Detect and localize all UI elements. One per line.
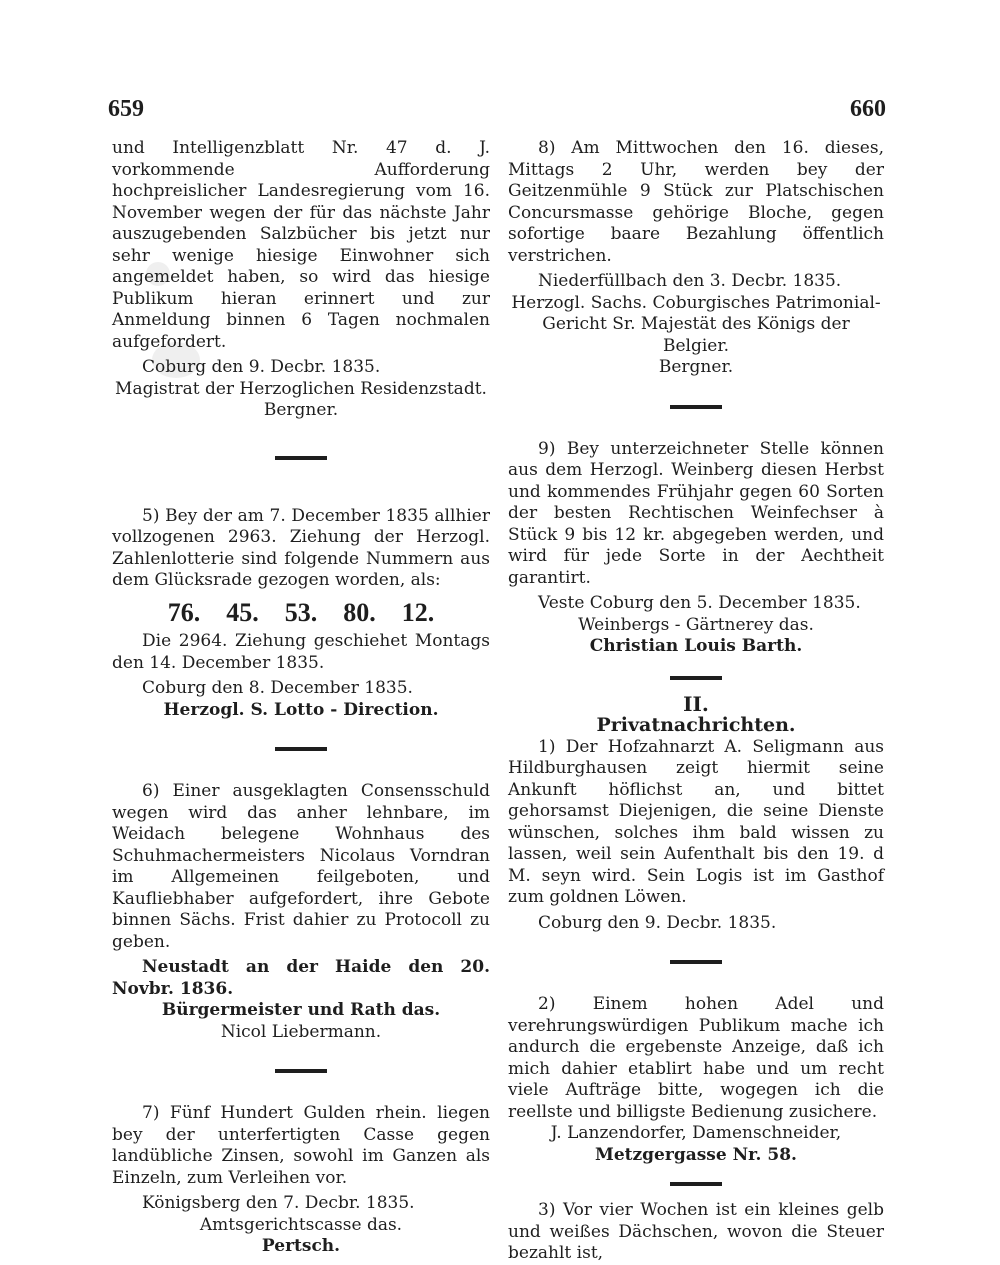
item6-text: 6) Einer ausgeklagten Consensschuld wegen wird das anher lehnbare, im Weidach belegene Wohnhaus des Schuhmachermeisters Nicolaus Vorndran im Allgemeinen feilgeboten, und Kaufliebhaber aufgefordert, ihre Gebote binnen Sächs. Frist dahier zu Protocoll zu geben. [112,781,490,952]
item7-signature-office: Amtsgerichtscasse das. [199,1214,403,1235]
separator-rule [670,405,722,409]
private-notice-2-signature: J. Lanzendorfer, Damenschneider, [550,1123,842,1143]
intro-notice-text: und Intelligenzblatt Nr. 47 d. J. vorkommende Aufforderung hochpreislicher Landesregierung vom 16. November wegen der für das nächste Jahr auszugebenden Salzbücher bis jetzt nur sehr wenige hiesige Einwohner sich angemeldet haben, so wird das hiesige Publikum hieran erinnert und zur Anmeldung binnen 6 Tagen nochmalen aufgefordert. [112,138,490,352]
item5-signature: Herzogl. S. Lotto - Direction. [163,699,439,720]
section-title: Privatnachrichten. [596,714,796,736]
intro-place-date: Coburg den 9. Decbr. 1835. [142,357,381,377]
page-number-right: 660 [850,96,886,122]
separator-rule [275,747,327,751]
item8-signature-name: Bergner. [658,357,734,377]
item9-text: 9) Bey unterzeichneter Stelle können aus dem Herzogl. Weinberg diesen Herbst und kommendes Frühjahr gegen 60 Sorten der besten Rechtischen Weinfechser à Stück 9 bis 12 kr. abgegeben werden, und wird für jede Sorte in der Aechtheit garantirt. [508,438,884,588]
separator-rule [670,960,722,964]
lottery-number: 45. [226,597,259,627]
item6-place-date: Neustadt an der Haide den 20. Novbr. 1836. [112,957,490,999]
separator-rule [670,1182,722,1186]
item9-signature-office: Weinbergs - Gärtnerey das. [578,614,814,635]
item7-place-date: Königsberg den 7. Decbr. 1835. [142,1193,415,1213]
left-column [112,138,490,1258]
item5-text: 5) Bey der am 7. December 1835 allhier vollzogenen 2963. Ziehung der Herzogl. Zahlenlotterie sind folgende Nummern aus dem Glücksrade gezogen worden, als: [112,505,490,590]
separator-rule [670,676,722,680]
intro-signature-name: Bergner. [263,400,339,420]
item6-signature-office: Bürgermeister und Rath das. [161,1000,441,1020]
item9-place-date: Veste Coburg den 5. December 1835. [538,593,861,613]
private-notice-3-text: 3) Vor vier Wochen ist ein kleines gelb und weißes Dächschen, wovon die Steuer bezahlt ist, [508,1200,884,1263]
private-notice-2-text: 2) Einem hohen Adel und verehrungswürdigen Publikum mache ich andurch die ergebenste Anzeige, daß ich mich dahier etablirt habe und um recht viele Aufträge bitte, wogegen ich die reellste und billigste Bedienung zusichere. [508,994,884,1122]
page-number-left: 659 [108,96,144,122]
private-notice-1-text: 1) Der Hofzahnarzt A. Seligmann aus Hildburghausen zeigt hiermit seine Ankunft höflichst an, und bittet gehorsamst Diejenigen, die seine Dienste wünschen, solches ihm bald wissen zu lassen, weil sein Aufenthalt bis den 19. d M. seyn wird. Sein Logis ist im Gasthof zum goldnen Löwen. [508,736,884,907]
private-notice-1-place-date: Coburg den 9. Decbr. 1835. [538,912,777,933]
lottery-number: 80. [343,597,376,627]
private-notice-2-address: Metzgergasse Nr. 58. [595,1144,797,1165]
lottery-number: 76. [167,597,201,627]
item8-text: 8) Am Mittwochen den 16. dieses, Mittags 2 Uhr, werden bey der Geitzenmühle 9 Stück zur Platschischen Concursmasse gehörige Bloche, gegen sofortige baare Bezahlung öffentlich verstrichen. [508,138,884,266]
item9-signature-name: Christian Louis Barth. [589,636,803,656]
item8-signature-office: Herzogl. Sachs. Coburgisches Patrimonial-Gericht Sr. Majestät des Königs der Belgier. [511,292,881,356]
lottery-number: 53. [284,597,318,627]
lottery-numbers [112,597,490,627]
item8-place-date: Niederfüllbach den 3. Decbr. 1835. [538,271,842,291]
section-number: II. [683,691,709,716]
separator-rule [275,1069,327,1073]
separator-rule [275,456,327,460]
intro-signature-office: Magistrat der Herzoglichen Residenzstadt. [115,378,487,399]
lottery-number: 12. [401,597,435,627]
item7-signature-name: Pertsch. [261,1236,341,1256]
item5-next-drawing: Die 2964. Ziehung geschiehet Montags den 14. December 1835. [112,631,490,673]
right-column [508,138,884,1265]
item7-text: 7) Fünf Hundert Gulden rhein. liegen bey der unterfertigten Casse gegen landübliche Zinsen, sowohl im Ganzen als Einzeln, zum Verleihen vor. [112,1103,490,1188]
item6-signature-name: Nicol Liebermann. [220,1021,382,1042]
item5-place-date: Coburg den 8. December 1835. [142,678,413,698]
